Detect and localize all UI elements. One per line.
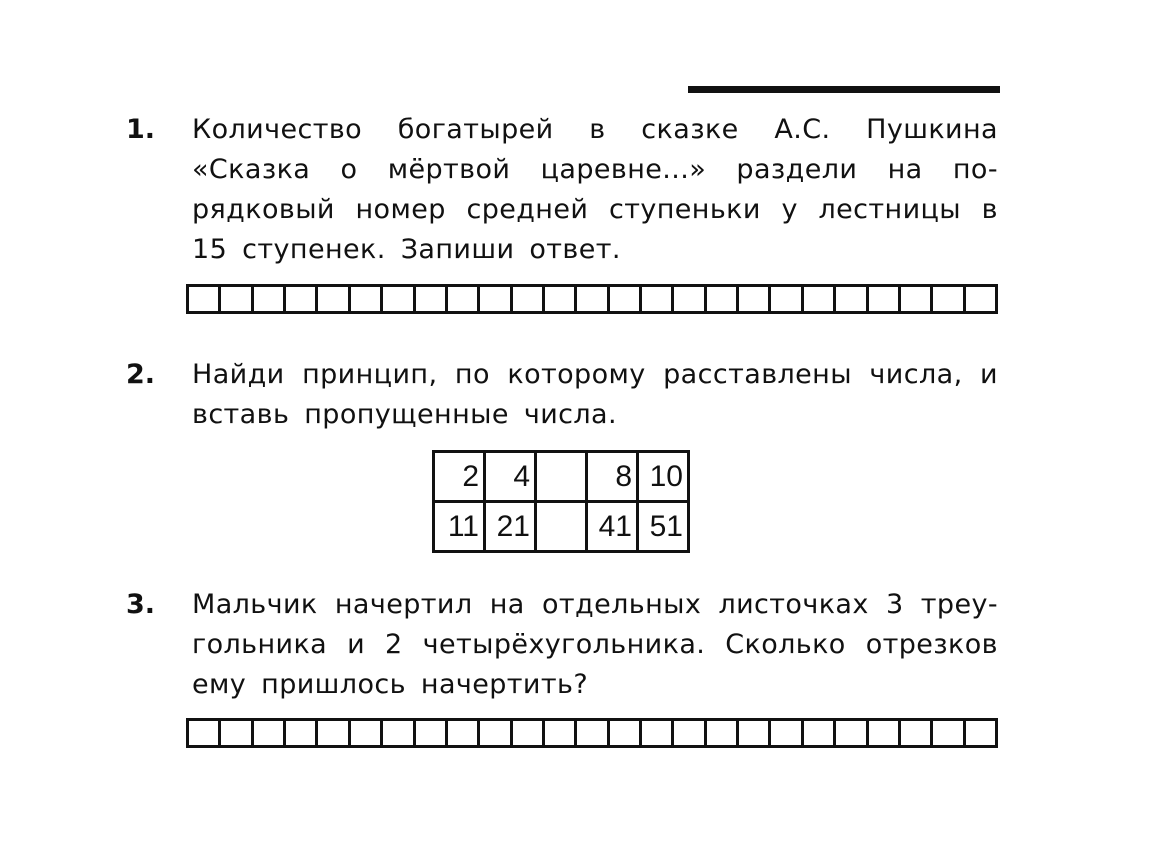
answer-cell[interactable] <box>254 721 286 745</box>
number-cell: 51 <box>638 502 689 552</box>
answer-cell[interactable] <box>739 721 771 745</box>
answer-cell[interactable] <box>254 287 286 311</box>
number-cell: 10 <box>638 452 689 502</box>
task-3-number: 3. <box>126 589 156 620</box>
answer-cell[interactable] <box>577 287 609 311</box>
answer-cell[interactable] <box>383 287 415 311</box>
answer-cell[interactable] <box>642 287 674 311</box>
task-3-line-3: ему пришлось начертить? <box>192 669 589 700</box>
answer-cell[interactable] <box>318 721 350 745</box>
answer-cell[interactable] <box>189 721 221 745</box>
answer-cell[interactable] <box>513 287 545 311</box>
answer-cell[interactable] <box>707 287 739 311</box>
answer-cell[interactable] <box>351 287 383 311</box>
answer-cell[interactable] <box>610 721 642 745</box>
answer-cell[interactable] <box>966 287 998 311</box>
answer-cell[interactable] <box>804 287 836 311</box>
task-2-number: 2. <box>126 359 156 390</box>
task-2-text <box>192 355 998 435</box>
answer-cell[interactable] <box>416 721 448 745</box>
task-3-answer-grid[interactable] <box>186 718 998 748</box>
task-1-line-3: рядковый номер средней ступеньки у лестницы в <box>192 194 998 225</box>
number-table <box>432 450 690 553</box>
answer-cell[interactable] <box>189 287 221 311</box>
number-cell: 4 <box>485 452 536 502</box>
task-1-number: 1. <box>126 114 156 145</box>
task-2-line-2: вставь пропущенные числа. <box>192 399 617 430</box>
answer-cell[interactable] <box>901 721 933 745</box>
answer-cell[interactable] <box>448 287 480 311</box>
answer-cell[interactable] <box>707 721 739 745</box>
answer-cell[interactable] <box>286 287 318 311</box>
number-cell: 11 <box>434 502 485 552</box>
answer-cell[interactable] <box>577 721 609 745</box>
task-1-line-4: 15 ступенек. Запиши ответ. <box>192 234 621 265</box>
answer-cell[interactable] <box>480 721 512 745</box>
missing-number-cell[interactable] <box>536 502 587 552</box>
task-3-line-2: гольника и 2 четырёхугольника. Сколько отрезков <box>192 629 998 660</box>
answer-cell[interactable] <box>869 721 901 745</box>
task-2-line-1: Найди принцип, по которому расставлены числа, и <box>192 359 998 390</box>
number-table-row-1 <box>434 452 689 502</box>
task-1-line-1: Количество богатырей в сказке А.С. Пушкина <box>192 114 998 145</box>
answer-cell[interactable] <box>318 287 350 311</box>
answer-cell[interactable] <box>545 287 577 311</box>
task-3-line-1: Мальчик начертил на отдельных листочках 3 треу- <box>192 589 998 620</box>
answer-cell[interactable] <box>836 287 868 311</box>
answer-cell[interactable] <box>448 721 480 745</box>
task-3-text <box>192 585 998 705</box>
answer-cell[interactable] <box>771 287 803 311</box>
answer-cell[interactable] <box>383 721 415 745</box>
answer-cell[interactable] <box>480 287 512 311</box>
answer-cell[interactable] <box>286 721 318 745</box>
number-table-row-2 <box>434 502 689 552</box>
answer-cell[interactable] <box>513 721 545 745</box>
answer-cell[interactable] <box>836 721 868 745</box>
task-1-line-2: «Сказка о мёртвой царевне...» раздели на по- <box>192 154 998 185</box>
task-1-text <box>192 110 998 270</box>
number-cell: 41 <box>587 502 638 552</box>
answer-cell[interactable] <box>804 721 836 745</box>
answer-cell[interactable] <box>610 287 642 311</box>
top-rule <box>688 86 1000 93</box>
answer-cell[interactable] <box>771 721 803 745</box>
number-cell: 21 <box>485 502 536 552</box>
answer-cell[interactable] <box>933 721 965 745</box>
answer-cell[interactable] <box>869 287 901 311</box>
answer-cell[interactable] <box>901 287 933 311</box>
answer-cell[interactable] <box>351 721 383 745</box>
answer-cell[interactable] <box>642 721 674 745</box>
answer-cell[interactable] <box>739 287 771 311</box>
answer-cell[interactable] <box>221 721 253 745</box>
answer-cell[interactable] <box>221 287 253 311</box>
number-cell: 8 <box>587 452 638 502</box>
answer-cell[interactable] <box>674 721 706 745</box>
answer-cell[interactable] <box>674 287 706 311</box>
answer-cell[interactable] <box>416 287 448 311</box>
task-1-answer-grid[interactable] <box>186 284 998 314</box>
answer-cell[interactable] <box>966 721 998 745</box>
answer-cell[interactable] <box>545 721 577 745</box>
missing-number-cell[interactable] <box>536 452 587 502</box>
answer-cell[interactable] <box>933 287 965 311</box>
number-cell: 2 <box>434 452 485 502</box>
